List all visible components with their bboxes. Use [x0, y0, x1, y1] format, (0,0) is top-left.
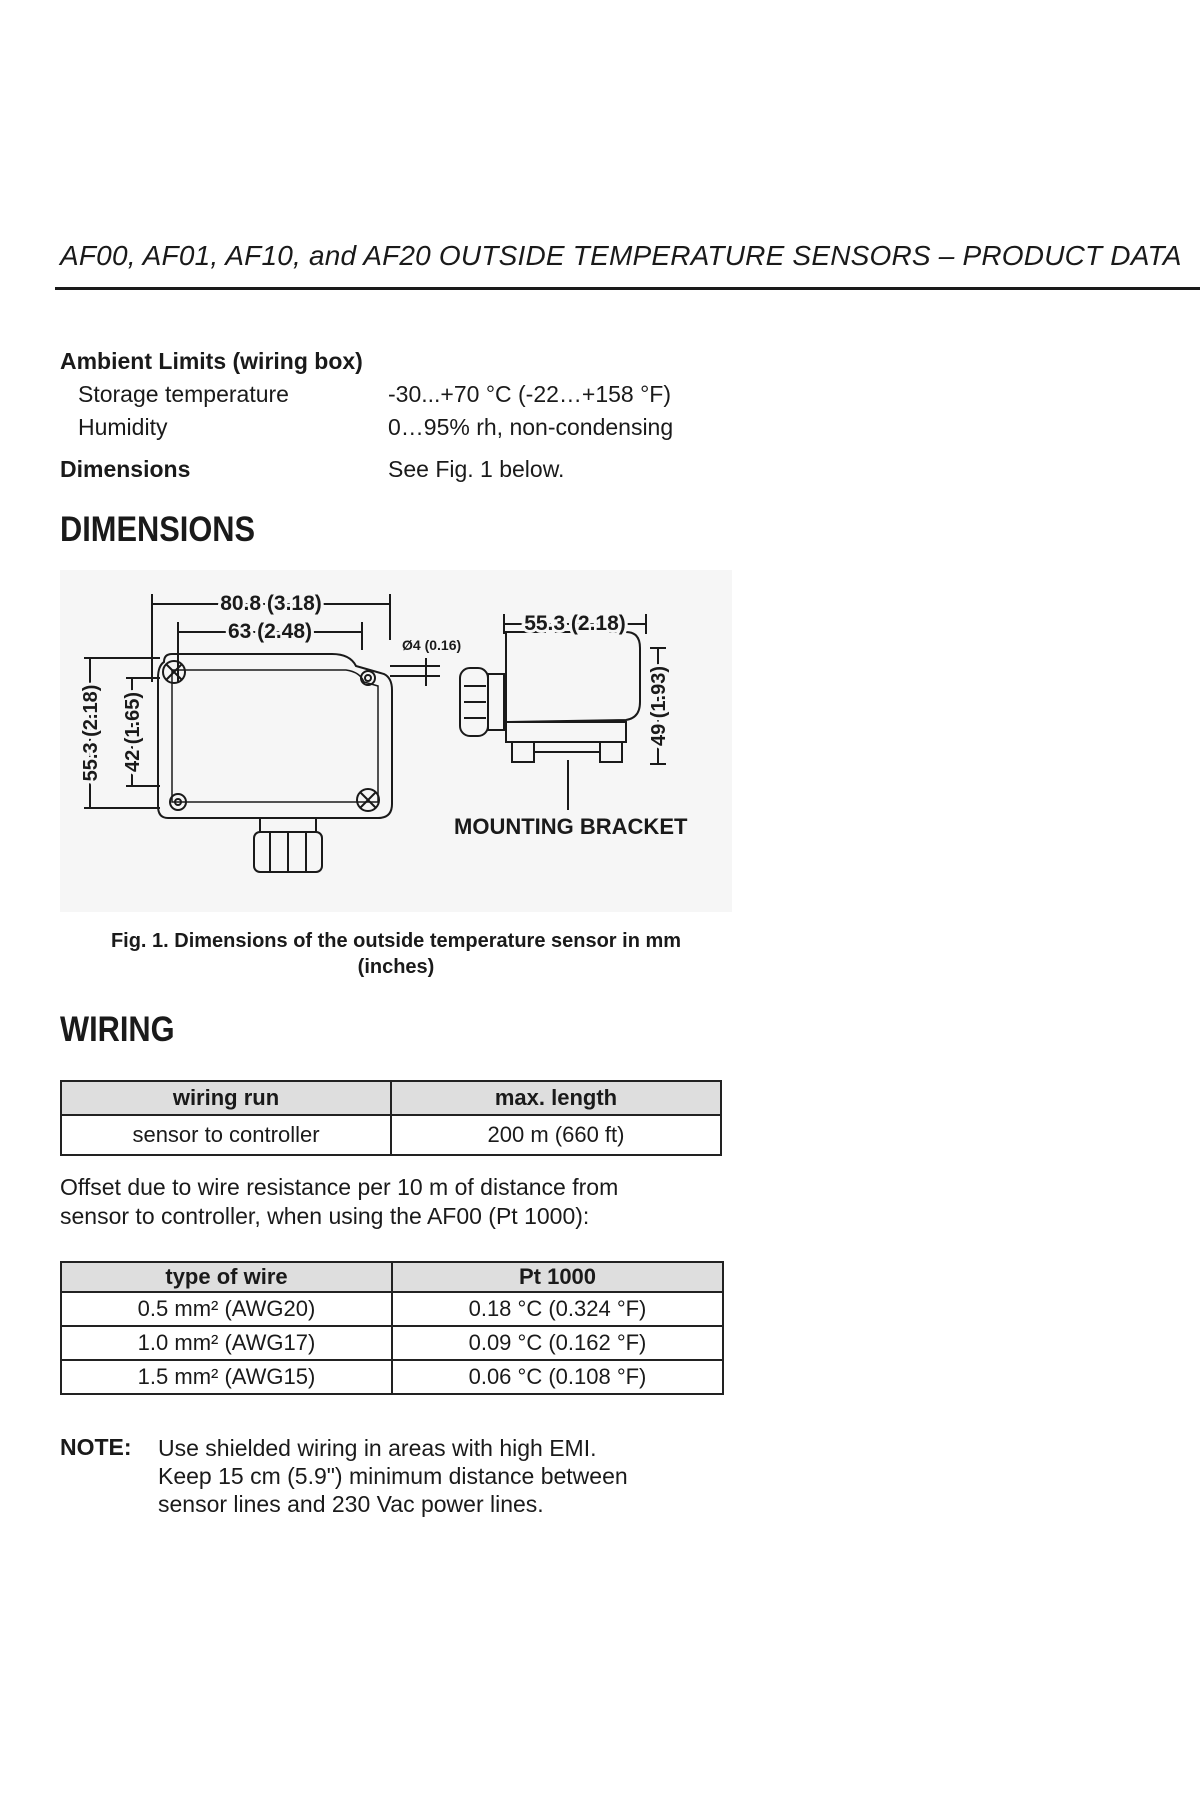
figure-caption-line-1: Fig. 1. Dimensions of the outside temperature sensor in mm: [110, 930, 682, 952]
header-divider: [55, 287, 1200, 290]
dimensions-value: See Fig. 1 below.: [388, 456, 565, 482]
dimensions-heading: DIMENSIONS: [60, 510, 256, 549]
table-row: [61, 1360, 723, 1394]
table-cell: 0.5 mm² (AWG20): [61, 1292, 392, 1326]
dim-height-inner: 42 (1.65): [122, 691, 144, 773]
wiring-run-table: [60, 1080, 722, 1156]
offset-line-2: sensor to controller, when using the AF00 (Pt 1000):: [60, 1203, 590, 1229]
dim-side-height: 49 (1.93): [648, 665, 670, 747]
column-header: type of wire: [61, 1262, 392, 1292]
dimensions-label: Dimensions: [60, 456, 191, 482]
dim-width-inner: 63 (2.48): [227, 620, 313, 643]
figure-caption-line-2: (inches): [357, 956, 435, 978]
offset-description: [60, 1173, 618, 1231]
note-text: [158, 1434, 628, 1518]
wire-offset-table: [60, 1261, 724, 1395]
dim-side-width: 55.3 (2.18): [524, 612, 626, 635]
table-cell: 0.18 °C (0.324 °F): [392, 1292, 723, 1326]
table-row: [61, 1326, 723, 1360]
table-cell: 1.0 mm² (AWG17): [61, 1326, 392, 1360]
note-line-1: Use shielded wiring in areas with high EMI.: [158, 1435, 597, 1461]
column-header: max. length: [391, 1081, 721, 1115]
ambient-limits-label: Ambient Limits (wiring box): [60, 348, 363, 374]
table-row: [61, 1292, 723, 1326]
document-header-title: AF00, AF01, AF10, and AF20 OUTSIDE TEMPERATURE SENSORS – PRODUCT DATA: [60, 240, 1182, 271]
figure-caption: [60, 928, 732, 980]
table-cell: 1.5 mm² (AWG15): [61, 1360, 392, 1394]
offset-line-1: Offset due to wire resistance per 10 m of distance from: [60, 1174, 619, 1200]
humidity-label: Humidity: [78, 414, 168, 440]
table-header-row: [61, 1262, 723, 1292]
note-line-2: Keep 15 cm (5.9") minimum distance between: [158, 1463, 628, 1489]
table-cell: 0.09 °C (0.162 °F): [392, 1326, 723, 1360]
note-line-3: sensor lines and 230 Vac power lines.: [158, 1491, 544, 1517]
table-header-row: [61, 1081, 721, 1115]
table-cell: 200 m (660 ft): [391, 1115, 721, 1155]
dim-height-outer: 55.3 (2.18): [80, 684, 102, 782]
column-header: wiring run: [61, 1081, 391, 1115]
dimension-drawing: [60, 570, 732, 912]
column-header: Pt 1000: [392, 1262, 723, 1292]
table-row: [61, 1115, 721, 1155]
table-cell: 0.06 °C (0.108 °F): [392, 1360, 723, 1394]
table-cell: sensor to controller: [61, 1115, 391, 1155]
humidity-value: 0…95% rh, non-condensing: [388, 414, 674, 440]
note-label: NOTE:: [60, 1434, 132, 1460]
wiring-heading: WIRING: [60, 1010, 175, 1049]
mounting-bracket-label: MOUNTING BRACKET: [454, 814, 688, 839]
storage-temperature-label: Storage temperature: [78, 381, 289, 407]
storage-temperature-value: -30...+70 °C (-22…+158 °F): [388, 381, 672, 407]
dim-hole-diameter: Ø4 (0.16): [402, 637, 462, 653]
dim-width-outer: 80.8 (3.18): [220, 592, 322, 615]
